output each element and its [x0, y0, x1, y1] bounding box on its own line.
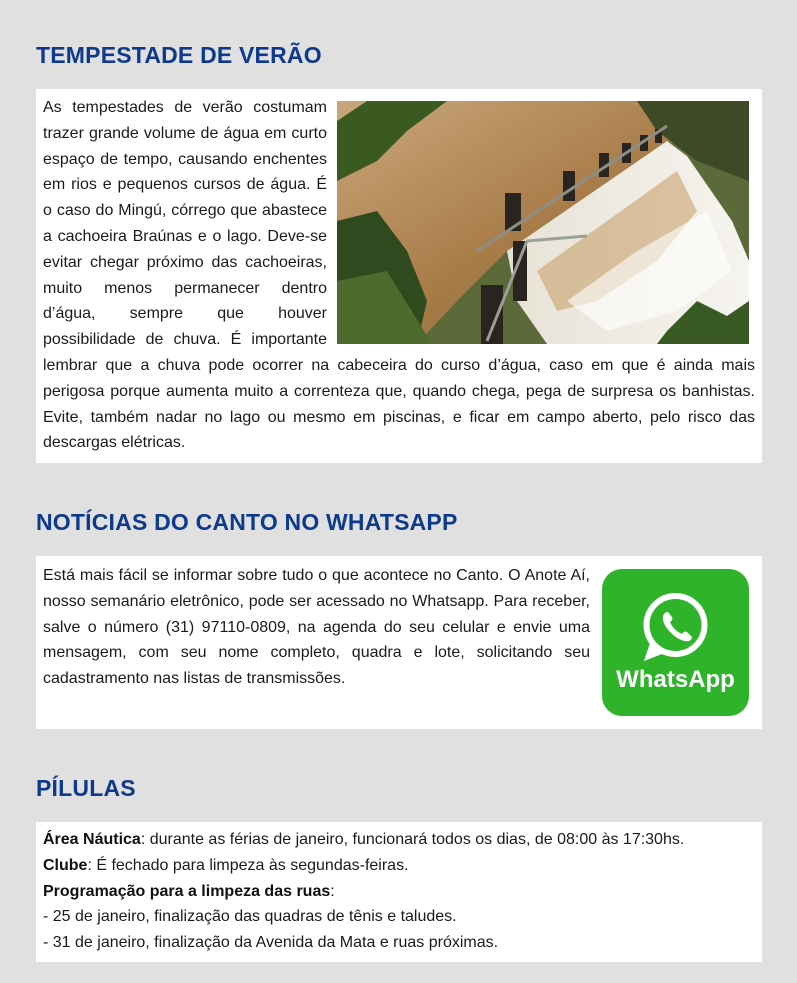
- pills-list: [36, 822, 762, 962]
- pill-schedule-line: - 25 de janeiro, finalização das quadras de tênis e taludes.: [43, 908, 457, 926]
- pill-text: :: [330, 882, 335, 900]
- whatsapp-article: [36, 556, 762, 729]
- pill-text: : É fechado para limpeza às segundas-feiras.: [87, 856, 409, 874]
- pill-label: Clube: [43, 856, 88, 874]
- storm-article: [36, 89, 762, 463]
- waterfall-flood-photo: [337, 101, 749, 344]
- section-title-storm: TEMPESTADE DE VERÃO: [36, 42, 322, 68]
- whatsapp-body-text: Está mais fácil se informar sobre tudo o que acontece no Canto. O Anote Aí, nosso semanário eletrônico, pode ser acessado no Whatsapp. Para receber, salve o número (31) 97110-0809, na agenda do seu celular e envie uma mensagem, com seu nome completo, quadra e lote, solicitando seu cadastramento nas listas de transmissões.: [43, 567, 590, 688]
- pill-schedule-line: - 31 de janeiro, finalização da Avenida da Mata e ruas próximas.: [43, 934, 499, 952]
- pill-item-nautical: [43, 827, 755, 853]
- pill-text: : durante as férias de janeiro, funcionará todos os dias, de 08:00 às 17:30hs.: [140, 831, 685, 848]
- pill-label: Programação para a limpeza das ruas: [43, 882, 331, 900]
- pill-item-club: [43, 853, 755, 879]
- whatsapp-logo-icon: [602, 569, 749, 716]
- pill-item-street-cleaning: [43, 879, 755, 905]
- storm-body-text: As tempestades de verão costumam trazer grande volume de água em curto espaço de tempo, causando enchentes em rios e pequenos cursos de água. É o caso do Mingú, córrego que abastece a cachoeira Braúnas e o lago. Deve-se evitar chegar próximo das cachoeiras, muito menos permanecer dentro d’água, sempre que houver possibilidade de chuva. É importante lembrar que a chuva pode ocorrer na cabeceira do curso d’água, caso em que é ainda mais perigosa porque aumenta muito a correnteza que, quando chega, pega de surpresa os banhistas. Evite, também nadar no lago ou mesmo em piscinas, e ficar em campo aberto, pelo risco das descargas elétricas.: [43, 99, 755, 452]
- pill-label: Área Náutica: [43, 831, 141, 848]
- section-title-pills: PÍLULAS: [36, 775, 136, 801]
- whatsapp-logo-text: WhatsApp: [616, 666, 735, 693]
- section-title-whatsapp: NOTÍCIAS DO CANTO NO WHATSAPP: [36, 509, 458, 535]
